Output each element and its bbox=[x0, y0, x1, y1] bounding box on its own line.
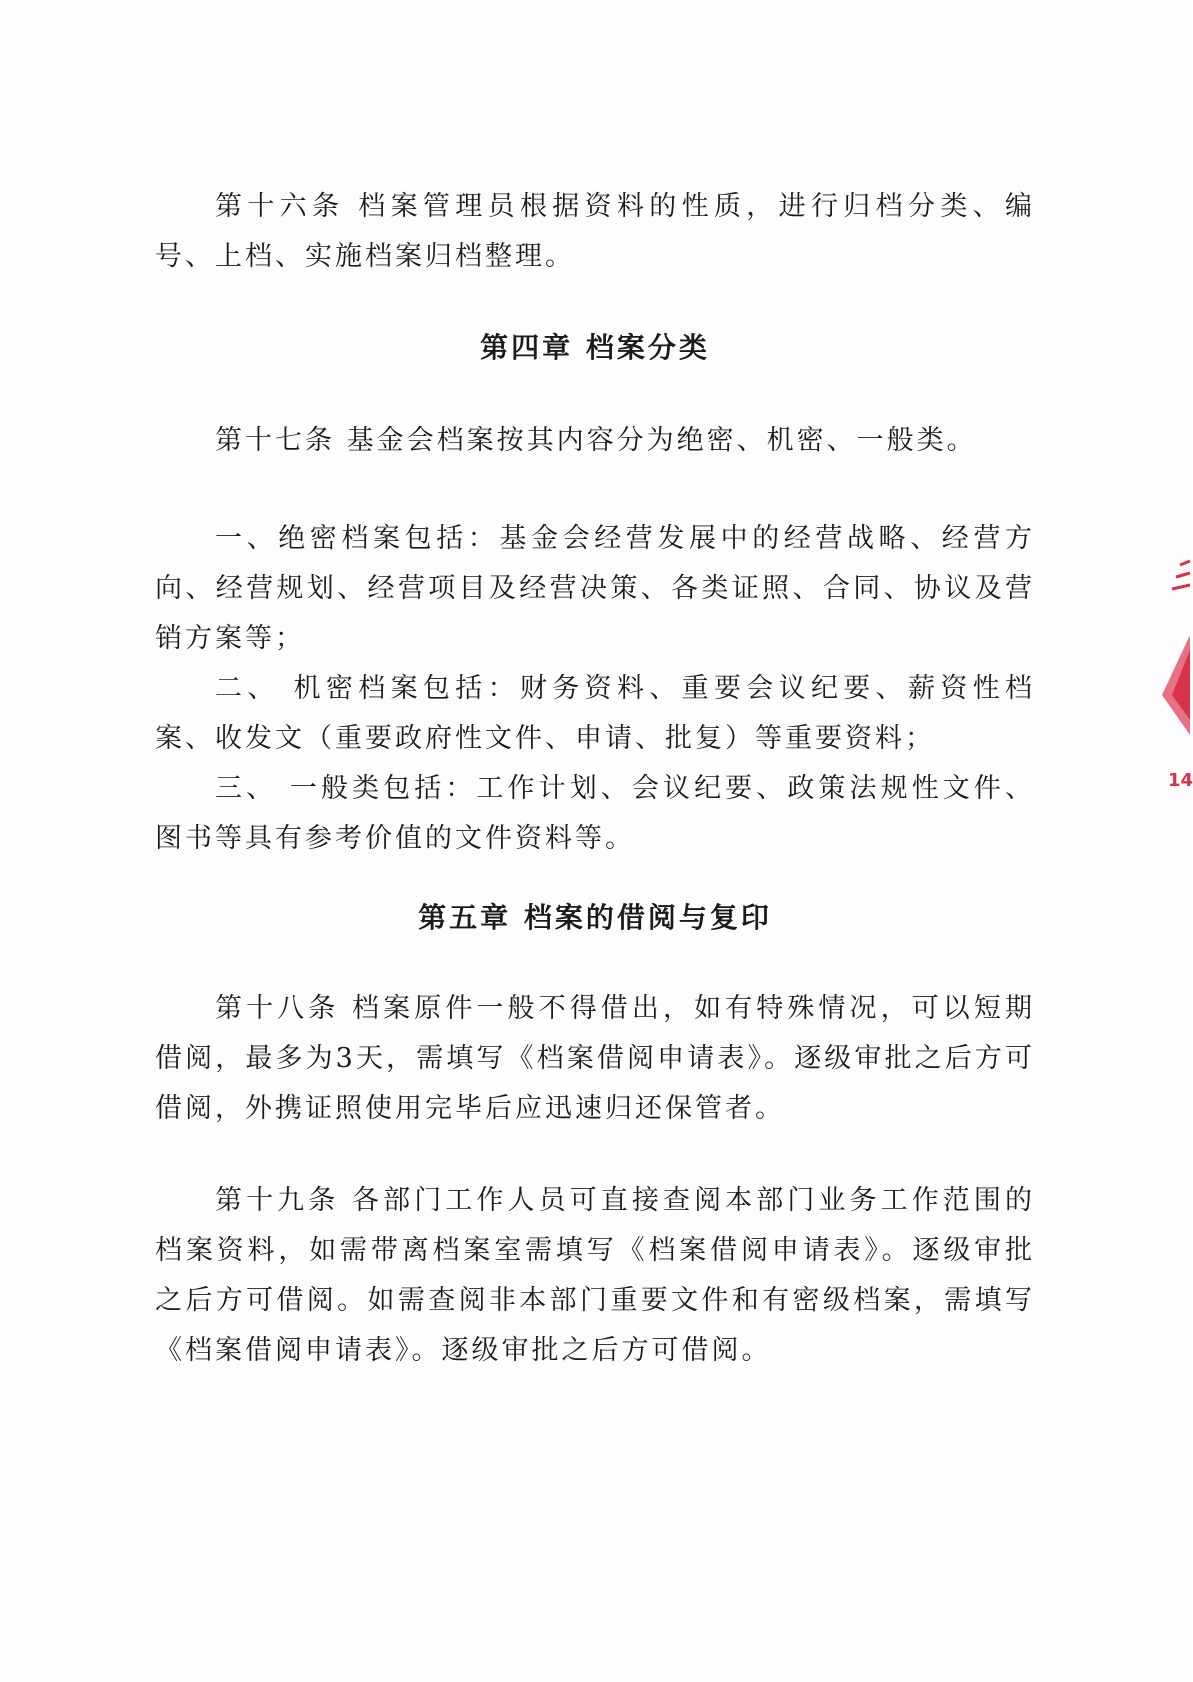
article-16: 第十六条 档案管理员根据资料的性质，进行归档分类、编号、上档、实施档案归档整理。 bbox=[155, 191, 1035, 272]
stamp-number: 14 bbox=[1168, 770, 1193, 791]
red-seal-stamp-icon bbox=[1150, 555, 1190, 795]
article-17-item-3: 三、 一般类包括：工作计划、会议纪要、政策法规性文件、图书等具有参考价值的文件资料等。 bbox=[155, 773, 1035, 854]
chapter-5-title: 第五章 档案的借阅与复印 bbox=[418, 901, 772, 934]
article-17-item-1: 一、绝密档案包括：基金会经营发展中的经营战略、经营方向、经营规划、经营项目及经营决策、各类证照、合同、协议及营销方案等； bbox=[155, 523, 1035, 654]
article-17-item-2: 二、 机密档案包括：财务资料、重要会议纪要、薪资性档案、收发文（重要政府性文件、申请、批复）等重要资料； bbox=[155, 673, 1035, 754]
chapter-4-title: 第四章 档案分类 bbox=[480, 331, 710, 364]
article-17: 第十七条 基金会档案按其内容分为绝密、机密、一般类。 bbox=[215, 425, 977, 456]
article-18: 第十八条 档案原件一般不得借出，如有特殊情况，可以短期借阅，最多为3天，需填写《档案借阅申请表》。逐级审批之后方可借阅，外携证照使用完毕后应迅速归还保管者。 bbox=[155, 993, 1035, 1124]
article-19: 第十九条 各部门工作人员可直接查阅本部门业务工作范围的档案资料，如需带离档案室需填写《档案借阅申请表》。逐级审批之后方可借阅。如需查阅非本部门重要文件和有密级档案，需填写《档案借阅申请表》。逐级审批之后方可借阅。 bbox=[155, 1185, 1035, 1366]
